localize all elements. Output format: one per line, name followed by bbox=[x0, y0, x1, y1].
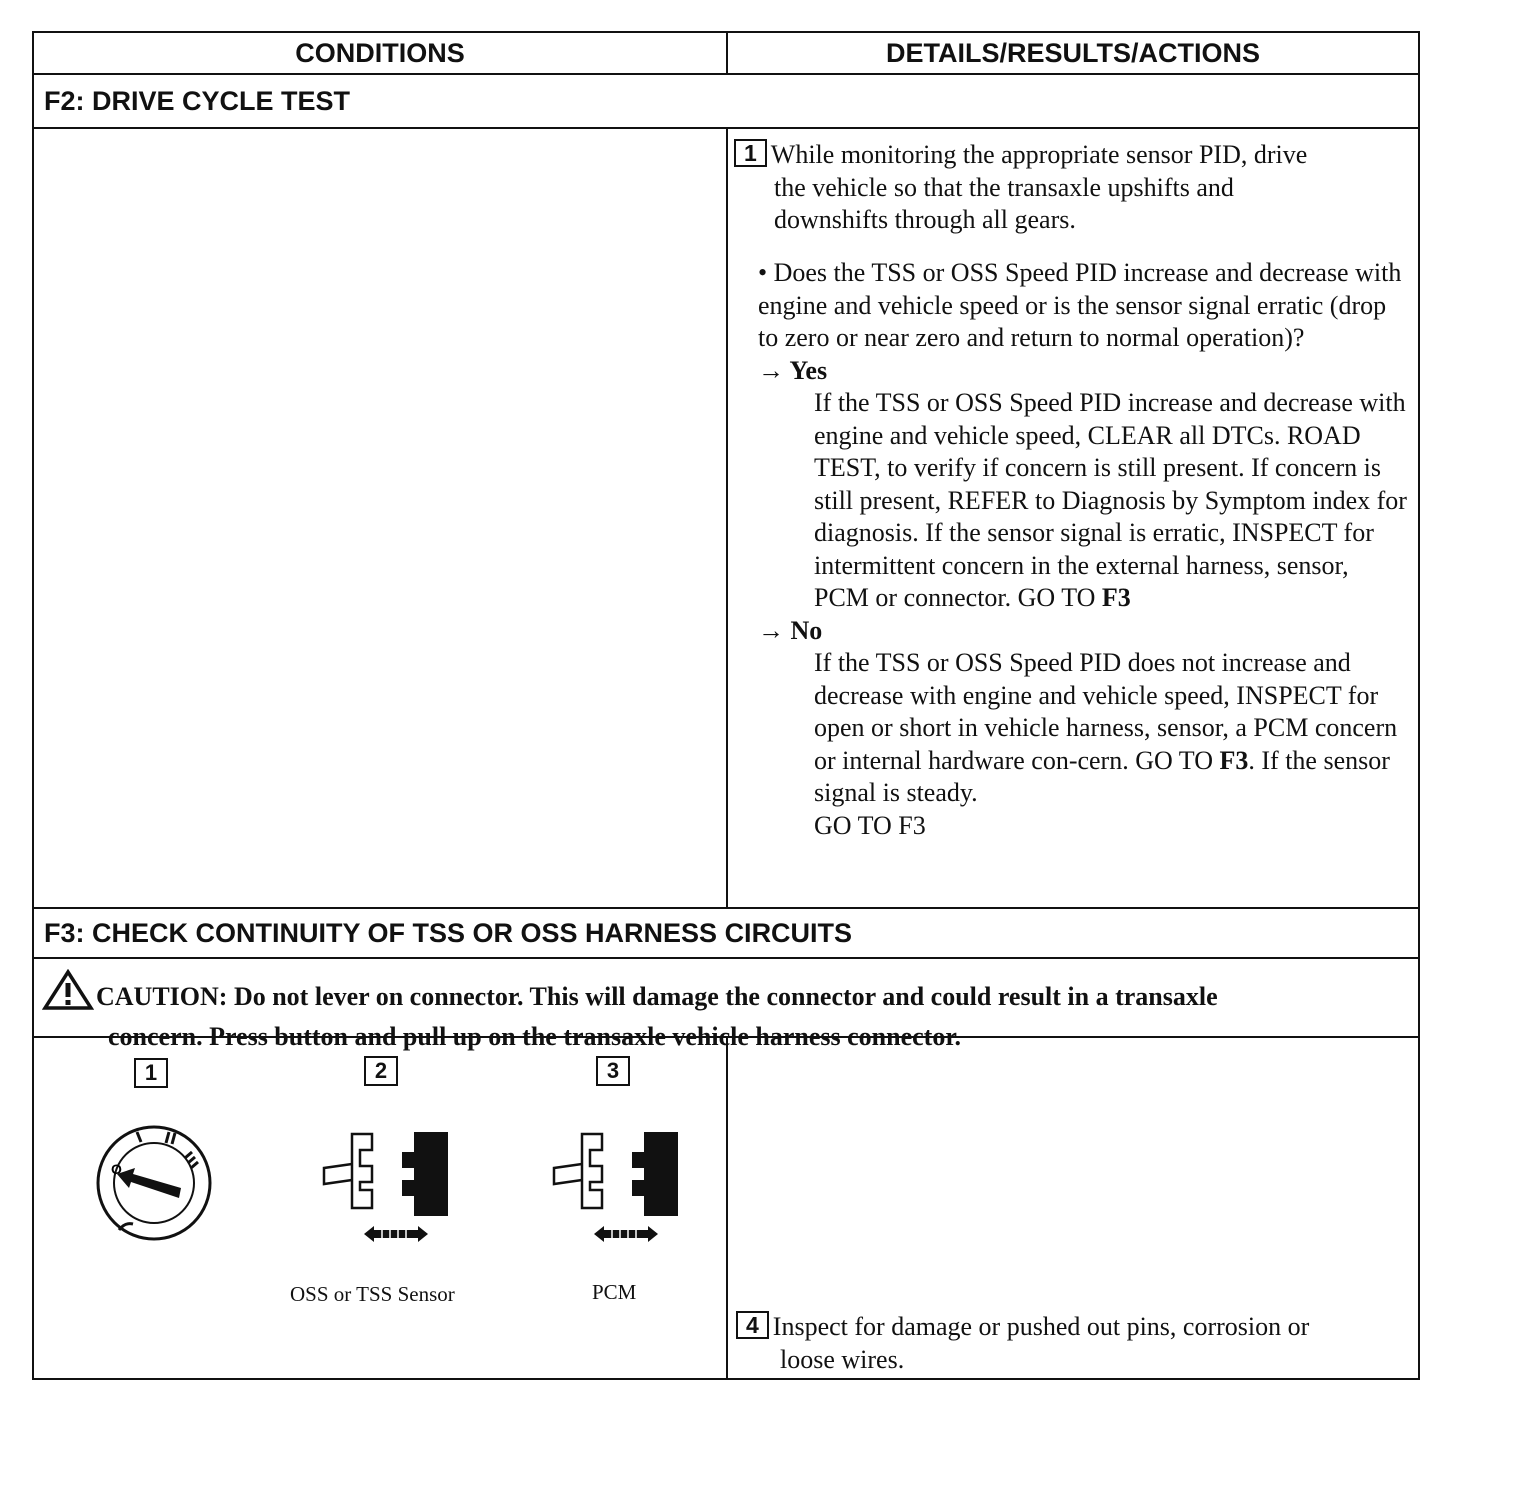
f2-step-1 bbox=[734, 139, 1394, 237]
warning-triangle-icon bbox=[42, 969, 94, 1020]
f2-conditions-cell bbox=[34, 129, 728, 907]
step-text-line: downshifts through all gears. bbox=[774, 205, 1076, 234]
caution-line-2: concern. Press button and pull up on the transaxle vehicle harness connector. bbox=[108, 1022, 961, 1051]
caution-line-1: CAUTION: Do not lever on connector. This will damage the connector and could result in a transaxle bbox=[96, 982, 1218, 1011]
step-number-box: 4 bbox=[736, 1311, 769, 1339]
step-number-box: 1 bbox=[734, 139, 767, 167]
no-answer-text-2: . If the sensor signal is steady. bbox=[814, 745, 1390, 807]
yes-answer bbox=[758, 387, 1408, 615]
step-text-line: the vehicle so that the transaxle upshifts and bbox=[774, 172, 1234, 202]
figure-3-label: 3 bbox=[596, 1056, 630, 1086]
conditions-header: CONDITIONS bbox=[34, 33, 728, 73]
no-answer-text: If the TSS or OSS Speed PID does not increase and decrease with engine and vehicle speed, INSPECT for open or short in vehicle harness, sensor, a PCM concern or internal hardware con-cern. GO TO bbox=[814, 648, 1398, 775]
f3-step-4 bbox=[736, 1311, 1396, 1376]
step-text-line: loose wires. bbox=[780, 1344, 905, 1374]
no-goto-2: GO TO F3 bbox=[814, 810, 926, 840]
connector-sensor-icon bbox=[316, 1124, 451, 1249]
figure-3-caption: PCM bbox=[592, 1280, 637, 1304]
yes-label: → Yes bbox=[758, 355, 828, 385]
figure-2-label: 2 bbox=[364, 1056, 398, 1086]
f2-question-block bbox=[758, 257, 1408, 842]
connector-pcm-icon bbox=[546, 1124, 681, 1249]
no-answer bbox=[758, 647, 1408, 842]
question-text: • Does the TSS or OSS Speed PID increase and decrease with engine and vehicle speed or is the sensor signal erratic (drop to zero or near zero and return to normal operation)? bbox=[758, 258, 1402, 352]
f3-section-title: F3: CHECK CONTINUITY OF TSS OR OSS HARNESS CIRCUITS bbox=[34, 909, 1418, 959]
f2-row bbox=[34, 129, 1418, 909]
f2-details-cell bbox=[728, 129, 1418, 907]
step-text-line: Inspect for damage or pushed out pins, corrosion or bbox=[772, 1312, 1310, 1341]
no-label: → No bbox=[758, 615, 823, 645]
f3-details-cell bbox=[728, 1038, 1418, 1378]
svg-text:O: O bbox=[111, 1161, 122, 1177]
ignition-switch-icon bbox=[89, 1118, 219, 1248]
step-text-line: While monitoring the appropriate sensor PID, drive bbox=[770, 140, 1308, 169]
yes-answer-text: If the TSS or OSS Speed PID increase and decrease with engine and vehicle speed, CLEAR all DTCs. ROAD TEST, to verify if concern is still present. If concern is still present, REFER to Diagnosis by Symptom index for diagnosis. If the sensor signal is erratic, INSPECT for intermittent concern in the external harness, sensor, PCM or connector. GO TO bbox=[814, 388, 1407, 612]
f3-figure-cell bbox=[34, 1038, 728, 1378]
diagnostic-table bbox=[32, 31, 1420, 1380]
f2-section-title: F2: DRIVE CYCLE TEST bbox=[34, 75, 1418, 129]
caution-block bbox=[34, 959, 1418, 1051]
table-header bbox=[34, 33, 1418, 75]
figure-1-label: 1 bbox=[134, 1058, 168, 1088]
details-header: DETAILS/RESULTS/ACTIONS bbox=[885, 37, 1260, 68]
f3-row bbox=[34, 1038, 1418, 1378]
yes-goto: F3 bbox=[1101, 583, 1131, 612]
no-goto: F3 bbox=[1219, 745, 1249, 775]
figure-2-caption: OSS or TSS Sensor bbox=[290, 1282, 455, 1306]
